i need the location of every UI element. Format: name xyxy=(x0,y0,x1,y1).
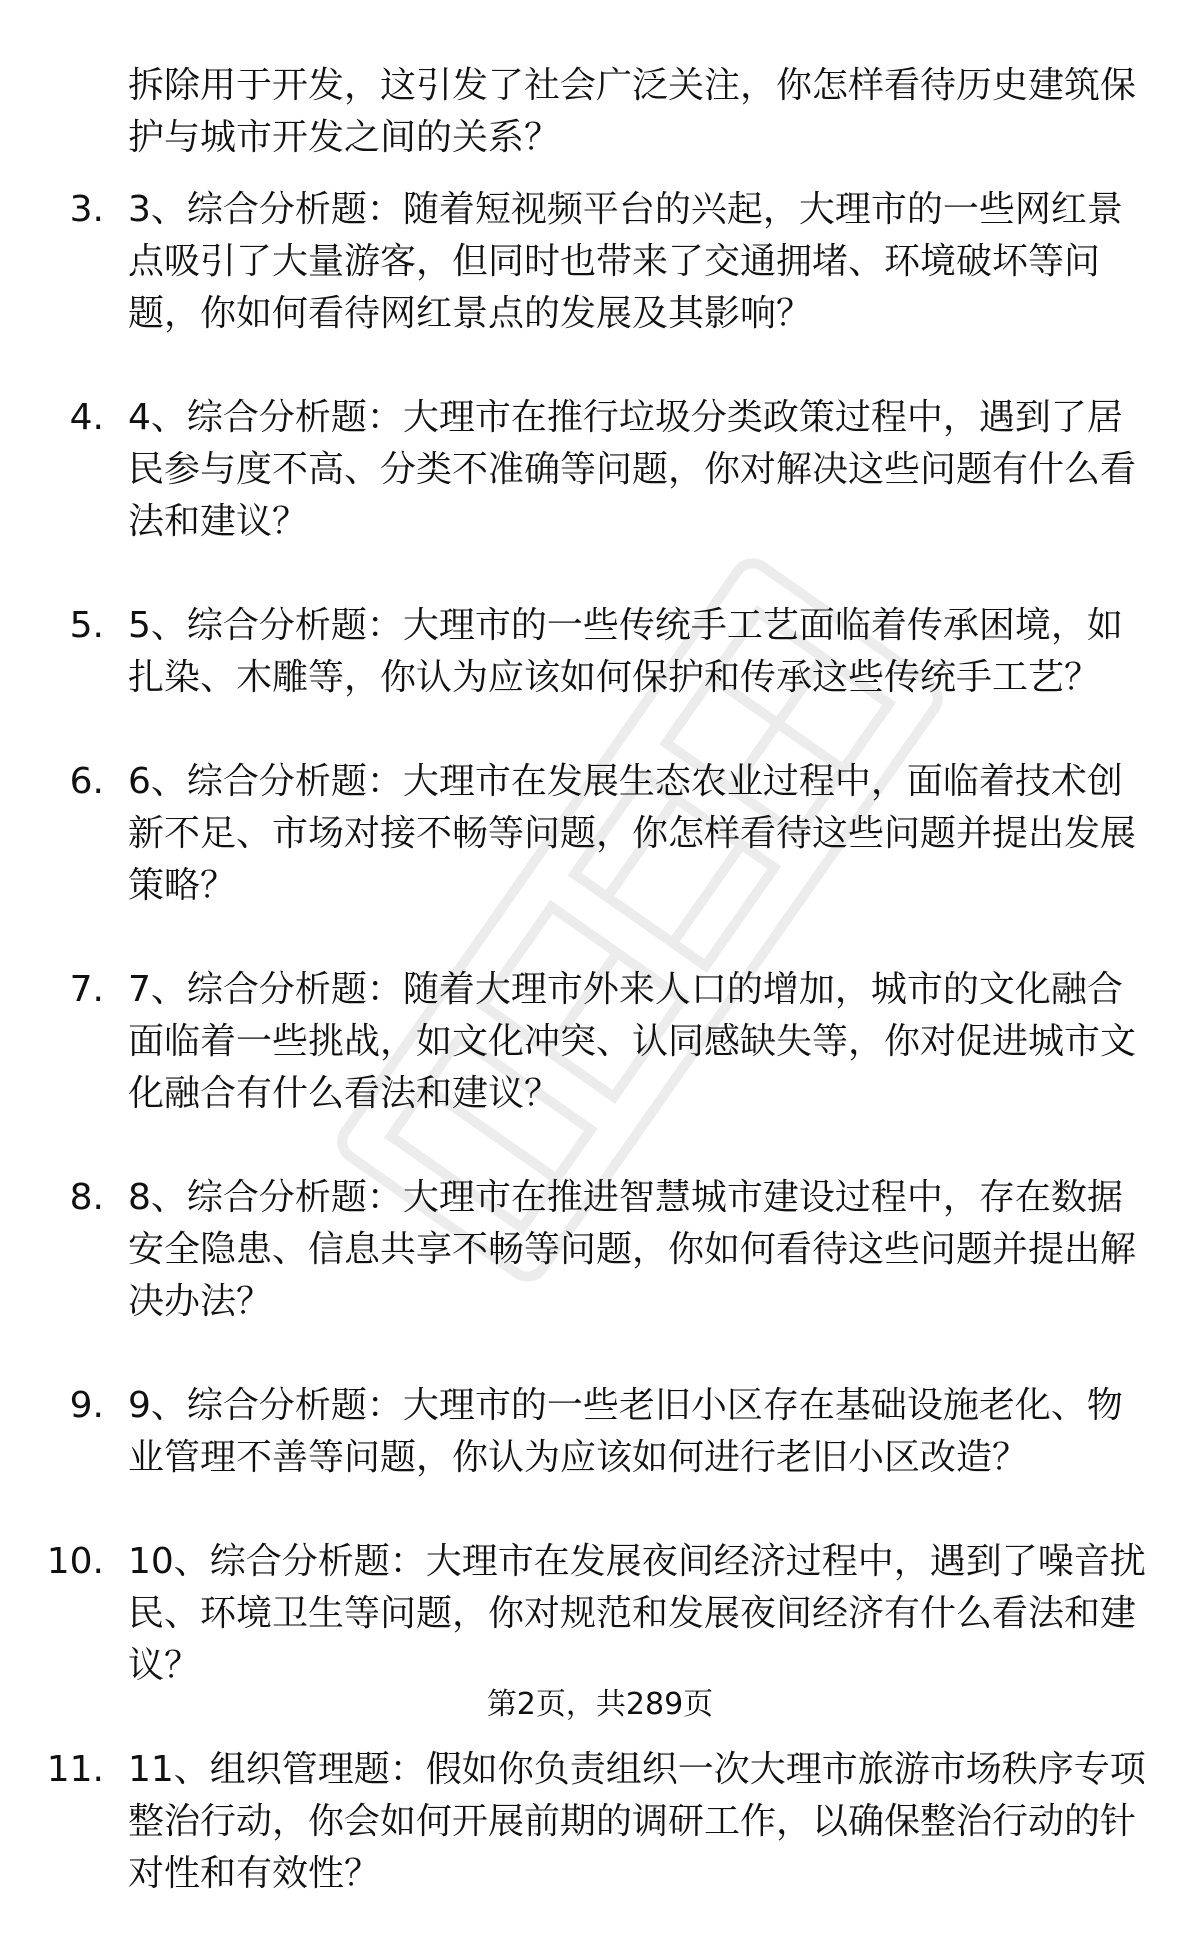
question-item xyxy=(0,1536,1200,1692)
question-number: 7. xyxy=(69,969,104,1010)
question-item xyxy=(0,964,1200,1120)
question-text: 11、组织管理题：假如你负责组织一次大理市旅游市场秩序专项整治行动，你会如何开展前期的调研工作，以确保整治行动的针对性和有效性？ xyxy=(128,1749,1146,1894)
question-item xyxy=(0,1172,1200,1328)
question-item xyxy=(0,756,1200,912)
question-item xyxy=(0,392,1200,548)
question-item xyxy=(0,1380,1200,1484)
question-item xyxy=(0,1744,1200,1900)
question-number: 9. xyxy=(69,1385,104,1426)
question-text: 5、综合分析题：大理市的一些传统手工艺面临着传承困境，如扎染、木雕等，你认为应该如何保护和传承这些传统手工艺？ xyxy=(128,605,1123,698)
question-text: 4、综合分析题：大理市在推行垃圾分类政策过程中，遇到了居民参与度不高、分类不准确等问题，你对解决这些问题有什么看法和建议？ xyxy=(128,397,1137,542)
question-item xyxy=(0,184,1200,340)
page-footer: 第2页，共289页 xyxy=(486,1687,714,1722)
continuation-paragraph: 拆除用于开发，这引发了社会广泛关注，你怎样看待历史建筑保护与城市开发之间的关系？ xyxy=(128,65,1137,158)
question-text: 9、综合分析题：大理市的一些老旧小区存在基础设施老化、物业管理不善等问题，你认为应该如何进行老旧小区改造？ xyxy=(128,1385,1123,1478)
question-number: 8. xyxy=(69,1177,104,1218)
question-number: 10. xyxy=(46,1541,104,1582)
question-number: 5. xyxy=(69,605,104,646)
question-item xyxy=(0,600,1200,704)
question-text: 8、综合分析题：大理市在推进智慧城市建设过程中，存在数据安全隐患、信息共享不畅等问题，你如何看待这些问题并提出解决办法？ xyxy=(128,1177,1137,1322)
question-text: 6、综合分析题：大理市在发展生态农业过程中，面临着技术创新不足、市场对接不畅等问题，你怎样看待这些问题并提出发展策略？ xyxy=(128,761,1137,906)
question-number: 11. xyxy=(46,1749,104,1790)
question-number: 4. xyxy=(69,397,104,438)
question-text: 7、综合分析题：随着大理市外来人口的增加，城市的文化融合面临着一些挑战，如文化冲突、认同感缺失等，你对促进城市文化融合有什么看法和建议？ xyxy=(128,969,1137,1114)
question-number: 6. xyxy=(69,761,104,802)
question-text: 10、综合分析题：大理市在发展夜间经济过程中，遇到了噪音扰民、环境卫生等问题，你对规范和发展夜间经济有什么看法和建议？ xyxy=(128,1541,1146,1686)
question-number: 3. xyxy=(69,189,104,230)
question-text: 3、综合分析题：随着短视频平台的兴起，大理市的一些网红景点吸引了大量游客，但同时也带来了交通拥堵、环境破坏等问题，你如何看待网红景点的发展及其影响？ xyxy=(128,189,1123,334)
